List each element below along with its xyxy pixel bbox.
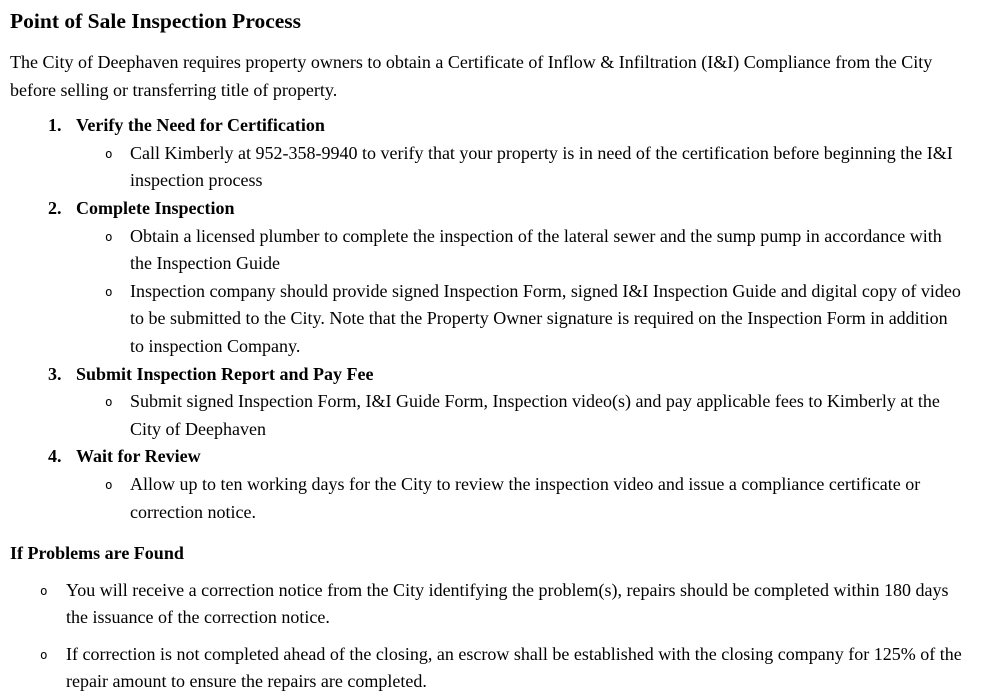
steps-list xyxy=(10,112,963,526)
problems-section-heading: If Problems are Found xyxy=(10,543,184,564)
bullet-marker-icon: o xyxy=(105,476,113,492)
bullet-marker-icon: o xyxy=(105,228,113,244)
step-heading xyxy=(10,195,963,223)
list-item-text: Obtain a licensed plumber to complete the inspection of the lateral sewer and the sump pump in accordance with the Inspection Guide xyxy=(130,225,942,274)
list-item xyxy=(10,641,963,696)
step-3 xyxy=(10,361,963,444)
bullet-marker-icon: o xyxy=(105,283,113,299)
list-item xyxy=(10,223,963,278)
list-item xyxy=(10,140,963,195)
list-item-text: Allow up to ten working days for the City to review the inspection video and issue a compliance certificate or correction notice. xyxy=(130,473,921,522)
bullet-marker-icon: o xyxy=(40,646,48,662)
list-item-text: Submit signed Inspection Form, I&I Guide Form, Inspection video(s) and pay applicable fees to Kimberly at the City of Deephaven xyxy=(130,391,940,439)
intro-paragraph: The City of Deephaven requires property owners to obtain a Certificate of Inflow & Infiltration (I&I) Compliance from the City before selling or transferring title of property. xyxy=(10,52,933,100)
page-title: Point of Sale Inspection Process xyxy=(10,9,302,33)
bullet-marker-icon: o xyxy=(40,582,48,598)
step-heading xyxy=(10,443,963,471)
step-heading-label: Verify the Need for Certification xyxy=(76,115,325,136)
list-item xyxy=(10,278,963,361)
step-4 xyxy=(10,443,963,526)
step-1 xyxy=(10,112,963,195)
step-number: 1. xyxy=(48,115,62,136)
list-item-text: Call Kimberly at 952-358-9940 to verify that your property is in need of the certification before beginning the I&I inspection process xyxy=(130,142,953,191)
list-item xyxy=(10,577,963,632)
list-item-text: If correction is not completed ahead of the closing, an escrow shall be established with the closing company for 125% of the repair amount to ensure the repairs are completed. xyxy=(66,643,962,692)
step-heading xyxy=(10,112,963,140)
step-2 xyxy=(10,195,963,361)
bullet-marker-icon: o xyxy=(105,145,113,161)
step-number: 3. xyxy=(48,363,62,384)
step-heading-label: Complete Inspection xyxy=(76,197,235,218)
list-item xyxy=(10,471,963,526)
step-number: 4. xyxy=(48,446,62,467)
step-heading-label: Wait for Review xyxy=(76,446,201,467)
step-number: 2. xyxy=(48,197,62,218)
list-item-text: Inspection company should provide signed Inspection Form, signed I&I Inspection Guide and digital copy of video to be submitted to the City. Note that the Property Owner signature is required on the Inspection Form in addition to inspection Company. xyxy=(130,280,961,356)
step-heading-label: Submit Inspection Report and Pay Fee xyxy=(76,363,374,384)
step-heading xyxy=(10,361,963,389)
list-item xyxy=(10,388,963,443)
list-item-text: You will receive a correction notice from the City identifying the problem(s), repairs should be completed within 180 days the issuance of the correction notice. xyxy=(66,579,949,628)
bullet-marker-icon: o xyxy=(105,394,113,410)
